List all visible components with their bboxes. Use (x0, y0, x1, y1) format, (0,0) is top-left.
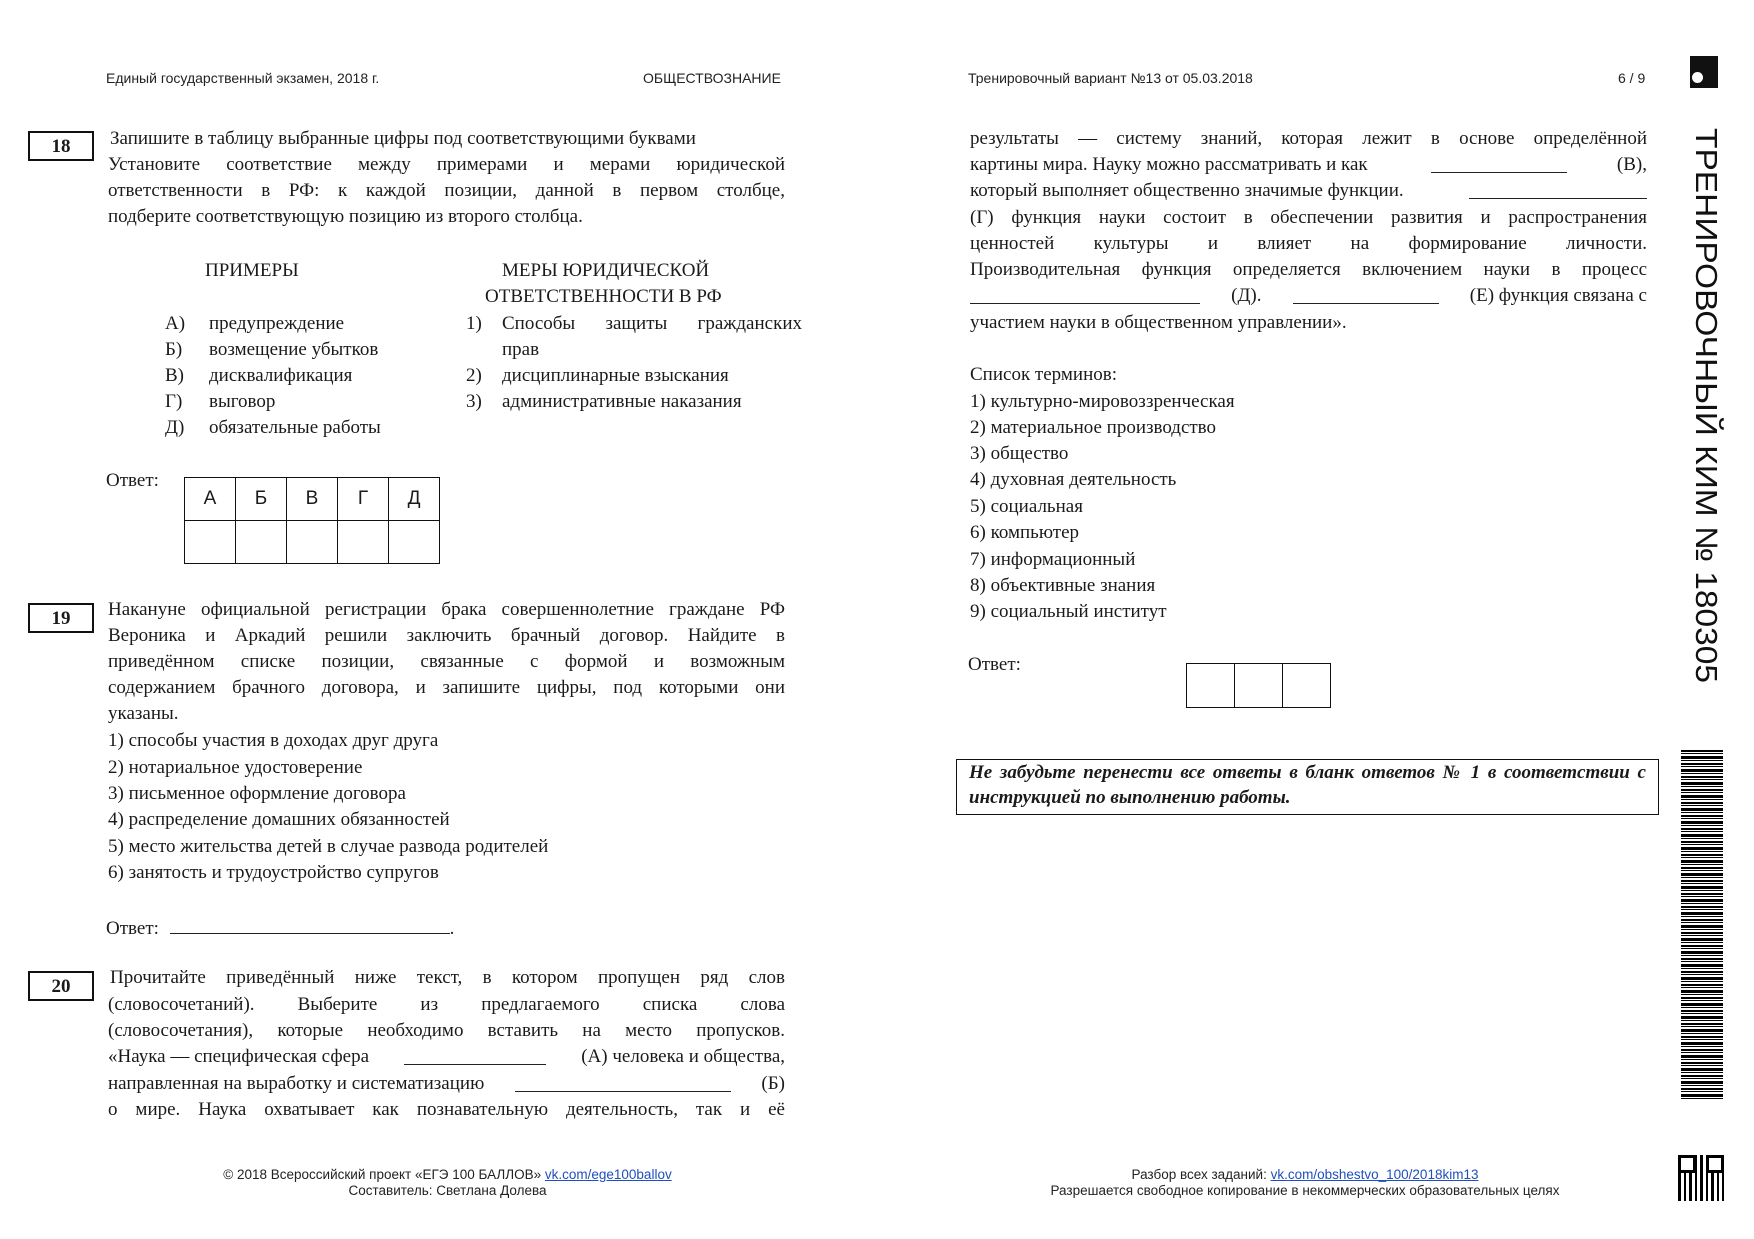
q20-line-3: (словосочетания), которые необходимо вставить на место пропусков. (108, 1020, 785, 1041)
gap-d-field[interactable] (970, 283, 1200, 304)
q18-answer-header: Б (236, 478, 287, 521)
q18-answer-cell[interactable] (287, 521, 338, 564)
q19-answer-label: Ответ: (106, 918, 159, 939)
q20-text-fragment: который выполняет общественно значимые функции. (970, 180, 1404, 201)
gap-e-field[interactable] (1293, 283, 1439, 304)
q18-answer-header: Д (389, 478, 440, 521)
q19-answer-field[interactable] (170, 914, 450, 934)
header-subject: ОБЩЕСТВОЗНАНИЕ (643, 70, 781, 86)
qr-code-icon (1678, 1155, 1724, 1201)
q19-option: 2) нотариальное удостоверение (108, 757, 363, 778)
footer-review-label: Разбор всех заданий: (1131, 1167, 1267, 1182)
q18-line-1: Запишите в таблицу выбранные цифры под соответствующими буквами (110, 128, 696, 149)
q18-line-4: подберите соответствующую позицию из второго столбца. (108, 206, 583, 227)
q19-option: 5) место жительства детей в случае развода родителей (108, 836, 549, 857)
q18-answer-cell[interactable] (236, 521, 287, 564)
q20-text-fragment: «Наука — специфическая сфера (108, 1046, 370, 1067)
q18-example-text: предупреждение (209, 313, 345, 334)
footer-author: Составитель: Светлана Долева (348, 1183, 547, 1198)
q19-option: 3) письменное оформление договора (108, 783, 406, 804)
q18-example-text: обязательные работы (209, 417, 381, 438)
q19-option: 4) распределение домашних обязанностей (108, 809, 450, 830)
q18-answer-label: Ответ: (106, 470, 159, 491)
footer-review-link[interactable]: vk.com/obshestvo_100/2018kim13 (1270, 1167, 1479, 1182)
q20-cont-line-1: результаты — систему знаний, которая лежит в основе определённой (970, 128, 1647, 149)
q18-col-title-examples: ПРИМЕРЫ (205, 260, 299, 281)
q20-text-fragment: (Б) (761, 1073, 785, 1094)
side-label (1676, 128, 1736, 688)
q18-example-text: дисквалификация (209, 365, 353, 386)
q18-col-title-measures-1: МЕРЫ ЮРИДИЧЕСКОЙ (502, 260, 710, 281)
q18-example-letter: А) (165, 313, 186, 334)
q20-term: 5) социальная (970, 496, 1083, 517)
q20-answer-cell[interactable] (1187, 664, 1235, 708)
q19-line-3: приведённом списке позиции, связанные с формой и возможным (108, 651, 785, 672)
q20-cont-line-8: участием науки в общественном управлении». (970, 312, 1347, 333)
q18-answer-cell[interactable] (185, 521, 236, 564)
q18-measure-number: 1) (466, 313, 482, 334)
q20-text-fragment: (В), (1616, 154, 1647, 175)
q19-line-5: указаны. (108, 703, 179, 724)
header-exam-title: Единый государственный экзамен, 2018 г. (106, 70, 380, 86)
footer-left (170, 1167, 725, 1199)
gap-v-field[interactable] (1431, 152, 1567, 173)
q18-example-letter: Г) (165, 391, 183, 412)
task-number-20: 20 (28, 971, 94, 1001)
q18-measure-text: прав (502, 339, 540, 360)
q18-answer-table (184, 477, 440, 564)
gap-b-field[interactable] (515, 1071, 731, 1092)
q20-cont-line-7 (970, 283, 1647, 309)
task-number-18: 18 (28, 131, 94, 161)
q20-answer-label: Ответ: (968, 654, 1021, 675)
barcode-icon (1681, 750, 1723, 1100)
q20-text-fragment: (Д). (1231, 285, 1262, 306)
q18-line-3: ответственности в РФ: к каждой позиции, данной в первом столбце, (108, 180, 785, 201)
q20-line-2: (словосочетаний). Выберите из предлагаемого списка слова (108, 994, 785, 1015)
q20-term: 3) общество (970, 443, 1069, 464)
q20-answer-cell[interactable] (1283, 664, 1331, 708)
q18-example-letter: В) (165, 365, 184, 386)
gap-a-field[interactable] (404, 1044, 546, 1065)
q20-answer-table (1186, 663, 1331, 708)
q18-answer-header: Г (338, 478, 389, 521)
q20-text-fragment: (Е) функция связана с (1469, 285, 1647, 306)
q19-option: 6) занятость и трудоустройство супругов (108, 862, 439, 883)
q20-cont-line-2 (970, 152, 1647, 178)
q18-measure-text: дисциплинарные взыскания (502, 365, 729, 386)
footer-vk-link[interactable]: vk.com/ege100ballov (544, 1167, 672, 1182)
footer-license: Разрешается свободное копирование в некоммерческих образовательных целях (1050, 1183, 1560, 1198)
q18-example-letter: Д) (165, 417, 185, 438)
q20-text-fragment: картины мира. Науку можно рассматривать и как (970, 154, 1368, 175)
q20-cont-line-4: (Г) функция науки состоит в обеспечении развития и распространения (970, 207, 1647, 228)
q20-text-fragment: направленная на выработку и систематизацию (108, 1073, 485, 1094)
q20-term: 2) материальное производство (970, 417, 1217, 438)
q18-answer-cell[interactable] (338, 521, 389, 564)
q19-answer-period: . (449, 918, 455, 939)
footer-copyright: © 2018 Всероссийский проект «ЕГЭ 100 БАЛЛОВ» (223, 1167, 542, 1182)
q18-example-text: выговор (209, 391, 276, 412)
q20-line-6: о мире. Наука охватывает как познавательную деятельность, так и её (108, 1099, 785, 1120)
q19-option: 1) способы участия в доходах друг друга (108, 730, 439, 751)
gap-g-field[interactable] (1469, 178, 1647, 199)
q20-line-1: Прочитайте приведённый ниже текст, в котором пропущен ряд слов (110, 967, 785, 988)
q18-answer-header: А (185, 478, 236, 521)
q18-measure-number: 2) (466, 365, 482, 386)
q20-cont-line-3 (970, 178, 1647, 204)
q18-measure-text: Способы защиты гражданских (502, 313, 802, 334)
q18-measure-number: 3) (466, 391, 482, 412)
q20-term: 6) компьютер (970, 522, 1080, 543)
q18-measure-text: административные наказания (502, 391, 742, 412)
task-number-19: 19 (28, 603, 94, 633)
q20-line-5 (108, 1071, 785, 1097)
q19-line-1: Накануне официальной регистрации брака совершеннолетние граждане РФ (108, 599, 785, 620)
q18-answer-header: В (287, 478, 338, 521)
q20-cont-line-5: ценностей культуры и влияет на формирование личности. (970, 233, 1647, 254)
q20-text-fragment: (А) человека и общества, (581, 1046, 785, 1067)
q18-answer-cell[interactable] (389, 521, 440, 564)
corner-marker-icon (1690, 56, 1718, 88)
q19-answer-row (106, 914, 454, 942)
q20-answer-cell[interactable] (1235, 664, 1283, 708)
q18-line-2: Установите соответствие между примерами и мерами юридической (108, 154, 785, 175)
q18-example-text: возмещение убытков (209, 339, 379, 360)
transfer-reminder: Не забудьте перенести все ответы в бланк ответов № 1 в соответствии с инструкцией по выполнению работы. (956, 759, 1659, 815)
side-label-text: ТРЕНИРОВОЧНЫЙ КИМ № 180305 (1689, 128, 1724, 642)
q20-term: 7) информационный (970, 549, 1136, 570)
q18-col-title-measures-2: ОТВЕТСТВЕННОСТИ В РФ (485, 286, 722, 307)
q20-term: 4) духовная деятельность (970, 469, 1177, 490)
header-variant: Тренировочный вариант №13 от 05.03.2018 (968, 70, 1253, 86)
q20-cont-line-6: Производительная функция определяется включением науки в процесс (970, 259, 1647, 280)
footer-right (1010, 1167, 1600, 1199)
q20-term: 9) социальный институт (970, 601, 1167, 622)
q19-line-4: содержанием брачного договора, и запишите цифры, под которыми они (108, 677, 785, 698)
q20-term: 1) культурно-мировоззренческая (970, 391, 1235, 412)
q18-example-letter: Б) (165, 339, 183, 360)
q20-term: 8) объективные знания (970, 575, 1156, 596)
q20-line-4 (108, 1044, 785, 1070)
q19-line-2: Вероника и Аркадий решили заключить брачный договор. Найдите в (108, 625, 785, 646)
q20-terms-title: Список терминов: (970, 364, 1117, 385)
header-page-number: 6 / 9 (1618, 70, 1646, 86)
